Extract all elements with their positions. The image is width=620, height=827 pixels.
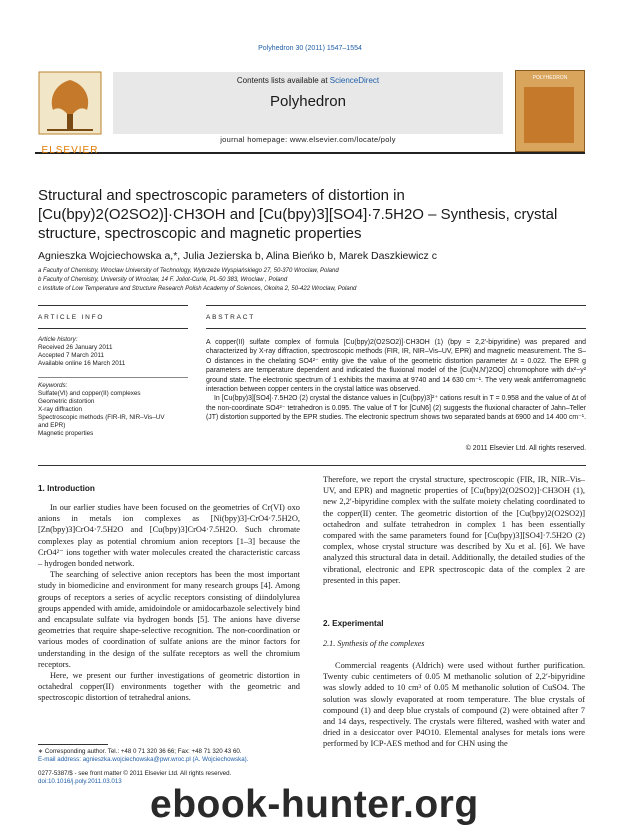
history-item: Received 26 January 2011 [38, 344, 113, 351]
keyword: and EPR) [38, 422, 66, 429]
affiliation: b Faculty of Chemistry, University of Wroclaw, 14 F. Joliot-Curie, PL-50 383, Wroclaw , Poland [38, 277, 288, 283]
copyright: © 2011 Elsevier Ltd. All rights reserved. [465, 445, 586, 452]
journal-citation[interactable]: Polyhedron 30 (2011) 1547–1554 [258, 45, 362, 52]
corresponding-author: ∗ Corresponding author. Tel.: +48 0 71 320 36 66; Fax: +48 71 320 43 60. [38, 748, 242, 755]
section-heading: 2. Experimental [323, 619, 384, 628]
title-line: structure, spectroscopic and magnetic properties [38, 225, 362, 242]
elsevier-tree-icon [35, 70, 105, 140]
keyword: Sulfate(VI) and copper(II) complexes [38, 390, 141, 397]
email-link[interactable]: E-mail address: agnieszka.wojciechowska@pwr.wroc.pl (A. Wojciechowska). [38, 756, 249, 763]
keyword: Magnetic properties [38, 430, 94, 437]
history-item: Available online 16 March 2011 [38, 360, 126, 367]
keywords [38, 382, 188, 438]
keyword: Spectroscopic methods (FIR-IR, NIR–Vis–UV [38, 414, 165, 421]
divider [206, 328, 586, 329]
watermark: ebook-hunter.org [150, 783, 479, 826]
journal-cover [515, 70, 585, 152]
elsevier-logo [35, 70, 105, 156]
body-paragraph: The searching of selective anion receptors has been the most important study in biomedicine and environment for many research groups [4]. Among groups of receptors a series of acyclic receptors consisting of diindolylurea groups appended with amide, amidoindole or amidocarbazole selectively bind and encapsulate sulfate via hydrogen bonds [5]. The anions have diverse geometries that require shape-selective recognition. The non-coordination or various modes of coordination of sulfate anions are the minor factors for understanding in the design of the sulfate receptors as well the chromium receptors. [38, 570, 300, 669]
abstract-body [206, 338, 586, 423]
author-list: Agnieszka Wojciechowska a,*, Julia Jezierska b, Alina Bieńko b, Marek Daszkiewicz c [38, 250, 437, 262]
divider [38, 465, 586, 466]
affiliation: c Institute of Low Temperature and Structure Research Polish Academy of Sciences, Okolna 2, 50-422 Wroclaw, Poland [38, 286, 357, 292]
journal-title: Polyhedron [270, 93, 346, 110]
abstract-heading: ABSTRACT [206, 314, 256, 321]
body-paragraph: Therefore, we report the crystal structure, spectroscopic (FIR, IR, NIR–Vis–UV, and EPR) and magnetic properties of [Cu(bpy)2(O2SO2)]·CH3OH (1), new 2,2′-bipyridine complex with the sulfate moiety chelating coordinated to the copper(II) center. The geometric distortion of the [Cu(bpy)2(O2SO2)] octahedron and sulfate tetrahedron in complex 1 has been essentially compared with the same parameters found for [Cu(bpy)3][SO4]·7.5H2O (2) complex, whose crystal structure was described by Xu et al. [6]. We have analyzed this structural data in detail. Additionally, the detailed studies of the vibrational, electronic and EPR spectroscopic data of the complex 2 are presented in this paper. [323, 475, 585, 585]
footnote [38, 748, 300, 764]
section-heading: 1. Introduction [38, 484, 95, 493]
body-paragraph: Here, we present our further investigations of geometric distortion in octahedral copper(II) environments together with the geometric and spectroscopic distortion of tetrahedral anions. [38, 671, 300, 703]
issn-line: 0277-5387/$ - see front matter © 2011 Elsevier Ltd. All rights reserved. [38, 770, 232, 777]
left-column [38, 502, 300, 704]
divider [38, 328, 188, 329]
doi-link[interactable]: doi:10.1016/j.poly.2011.03.013 [38, 778, 122, 785]
article-info-heading: ARTICLE INFO [38, 314, 105, 321]
right-column [323, 474, 585, 586]
title-line: [Cu(bpy)2(O2SO2)]·CH3OH and [Cu(bpy)3][SO4]·7.5H2O – Synthesis, crystal [38, 206, 558, 223]
keywords-label: Keywords: [38, 382, 68, 389]
keyword: X-ray diffraction [38, 406, 82, 413]
contents-line [113, 72, 503, 85]
history-label: Article history: [38, 336, 78, 343]
journal-homepage[interactable]: journal homepage: www.elsevier.com/locate/poly [220, 135, 396, 144]
keyword: Geometric distortion [38, 398, 95, 405]
divider [206, 305, 586, 306]
footnote-rule [38, 744, 108, 745]
sciencedirect-link[interactable]: ScienceDirect [329, 76, 380, 85]
elsevier-wordmark: ELSEVIER [41, 145, 99, 156]
abstract-paragraph: A copper(II) sulfate complex of formula [Cu(bpy)2(O2SO2)]·CH3OH (1) (bpy = 2,2′-bipyridine) was prepared and characterized by X-ray diffraction, spectroscopic methods (FIR, IR, NIR–Vis–UV, EPR) and magnetic measurement. The S–O distances in the chelating SO4²⁻ entity give the value of the geometric distortion parameter Δt = 0.022. The EPR g parameters are temperature dependent and indicated the fluxional model of the [Cu(N,N′)2OO] chromophore with dx²−y² ground state. The electronic spectrum of 1 exhibits the maxima at 9740 and 14 630 cm⁻¹. The very weak antiferromagnetic interaction between copper centers in the crystal lattice was observed. [206, 339, 586, 394]
cover-image [524, 87, 574, 143]
cover-title: POLYHEDRON [532, 75, 568, 81]
subsection-heading: 2.1. Synthesis of the complexes [323, 639, 425, 648]
journal-banner [113, 72, 503, 134]
divider [38, 305, 188, 306]
divider [38, 377, 188, 378]
affiliation: a Faculty of Chemistry, Wroclaw University of Technology, Wybrzeże Wyspiańskiego 27, 50-370 Wroclaw, Poland [38, 268, 339, 274]
article-title [38, 186, 598, 243]
article-history [38, 336, 188, 368]
title-line: Structural and spectroscopic parameters of distortion in [38, 187, 405, 204]
body-paragraph: Commercial reagents (Aldrich) were used without further purification. Twenty cubic centimeters of 0.05 M methanolic solution of 2,2′-bipyridine was slowly added to 10 cm³ of 0.05 M methanolic solution of CuSO4. The solution was slowly evaporated at room temperature. The blue crystals of compound (1) and deep blue crystals of compound (2) were obtained after 7 and 14 days, respectively. The crystals were filtered, washed with water and dried in a desiccator over P4O10. Elemental analyses for metals ions were performed by ICP-AES method and for CHN using the [323, 661, 585, 749]
synthesis-text [323, 660, 585, 750]
contents-prefix: Contents lists available at [236, 76, 330, 85]
history-item: Accepted 7 March 2011 [38, 352, 105, 359]
journal-header [35, 66, 585, 154]
body-paragraph: In our earlier studies have been focused on the geometries of Cr(VI) oxo anions in metals ion complexes as [Ni(bpy)3]-CrO4·7.5H2O, [Zn(bpy)3]CrO4·7.5H2O and [Cu(bpy)3]CrO4·7.5H2O. Such chromate complexes play as potential chromium anion receptors [1–3] because the CrO4²⁻ ions together with water molecules created the characteristic carcass – hydrogen bonded network. [38, 503, 300, 569]
abstract-paragraph: In [Cu(bpy)3][SO4]·7.5H2O (2) crystal the distance values in [Cu(bpy)3]²⁺ cations result in T = 0.958 and the value of Δt of the non-coordinate SO4²⁻ tetrahedron is 0.095. The value of T for [CuN6] (2) suggests the fluxional character of Jahn–Teller (JT) distortion supported by the EPR studies. The electronic spectrum shows two separated bands at 6900 and 14 400 cm⁻¹. [206, 395, 587, 422]
